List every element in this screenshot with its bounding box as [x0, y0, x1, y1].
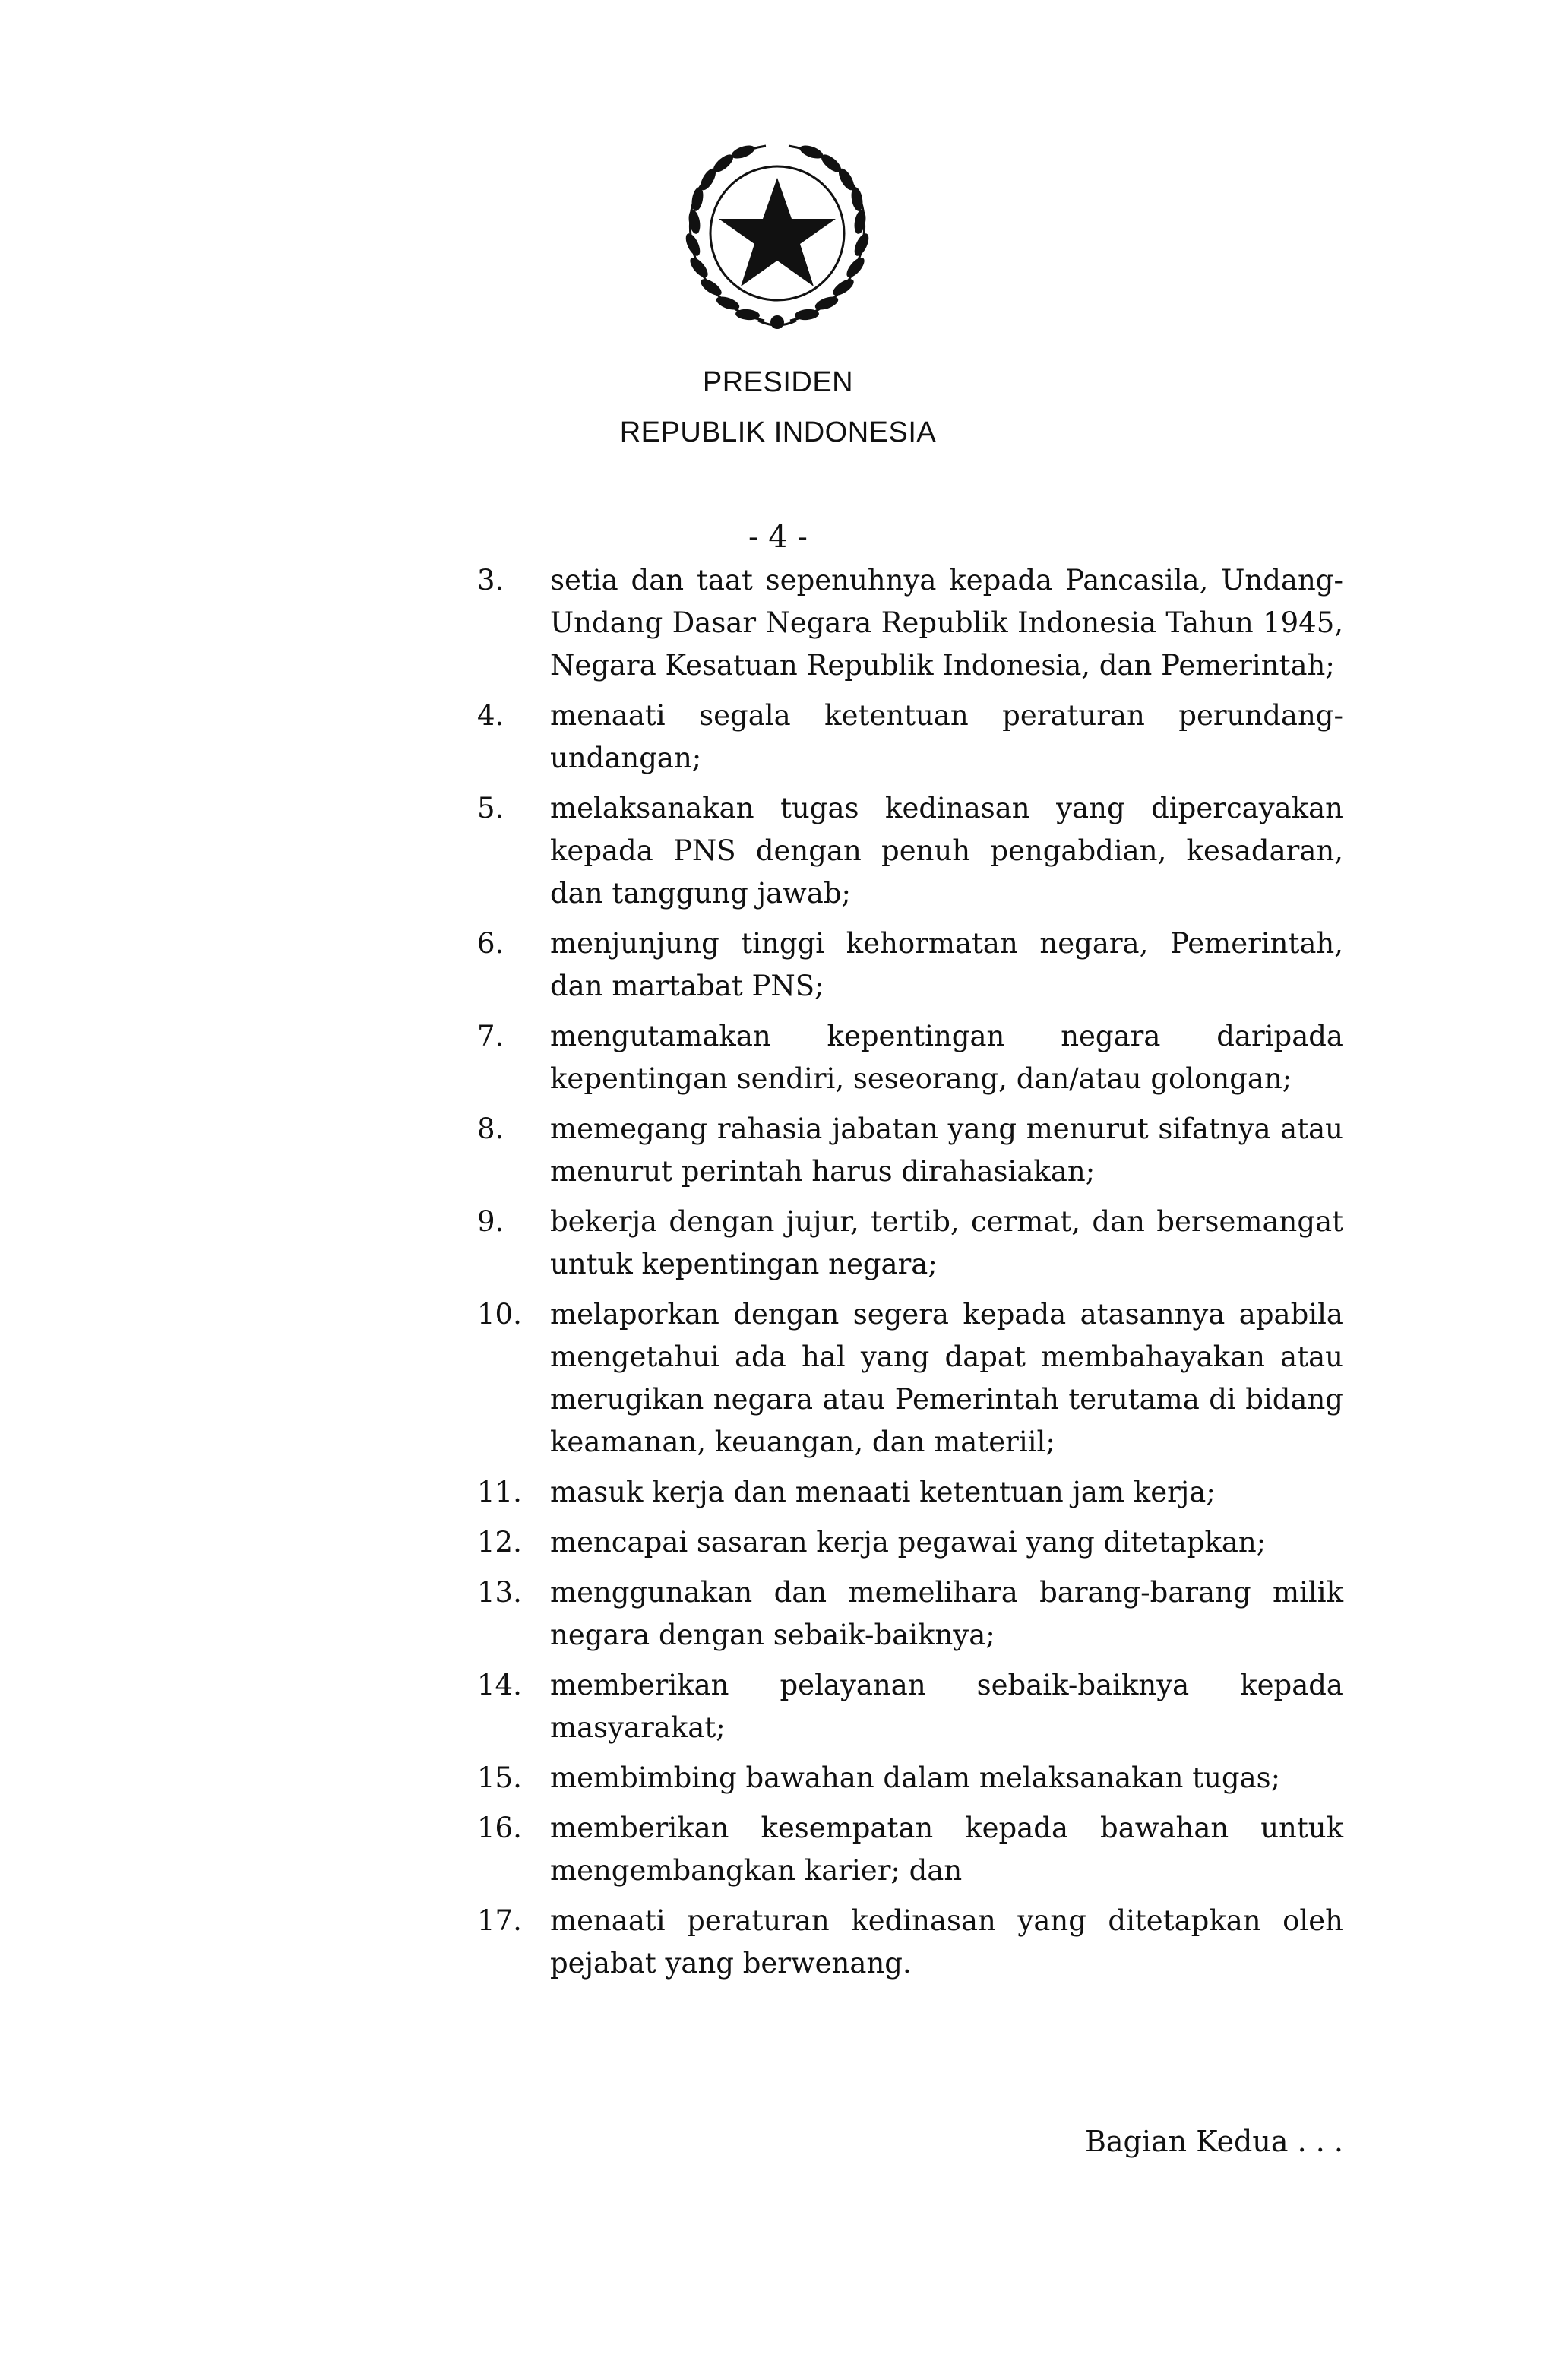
list-item-text: menaati peraturan kedinasan yang ditetapkan oleh pejabat yang berwenang. — [550, 1904, 1343, 1980]
list-item-text: memberikan kesempatan kepada bawahan untuk mengembangkan karier; dan — [550, 1812, 1343, 1887]
list-item — [477, 787, 1343, 915]
page-number: - 4 - — [748, 520, 808, 555]
list-item-text: mencapai sasaran kerja pegawai yang ditetapkan; — [550, 1526, 1267, 1559]
list-item-number: 5. — [477, 792, 504, 824]
list-item-text: menjunjung tinggi kehormatan negara, Pemerintah, dan martabat PNS; — [550, 927, 1343, 1002]
list-item — [477, 1807, 1343, 1892]
list-item-number: 14. — [477, 1669, 522, 1701]
list-item-text: menaati segala ketentuan peraturan perundang-undangan; — [550, 699, 1343, 774]
list-item-text: memegang rahasia jabatan yang menurut sifatnya atau menurut perintah harus dirahasiakan; — [550, 1112, 1343, 1188]
list-item-number: 7. — [477, 1020, 504, 1052]
list-item-text: masuk kerja dan menaati ketentuan jam kerja; — [550, 1476, 1216, 1508]
list-item-text: setia dan taat sepenuhnya kepada Pancasila, Undang-Undang Dasar Negara Republik Indonesia Tahun 1945, Negara Kesatuan Republik Indonesia, dan Pemerintah; — [550, 564, 1343, 682]
list-item-number: 8. — [477, 1112, 504, 1145]
header-subtitle: REPUBLIK INDONESIA — [619, 416, 937, 448]
list-item — [477, 1015, 1343, 1100]
list-item — [477, 1757, 1343, 1799]
list-item-text: bekerja dengan jujur, tertib, cermat, dan bersemangat untuk kepentingan negara; — [550, 1205, 1343, 1280]
garuda-star-emblem-icon — [675, 138, 880, 337]
list-item — [477, 923, 1343, 1008]
list-item-number: 9. — [477, 1205, 504, 1238]
obligations-list — [477, 559, 1343, 1992]
list-item-text: melaporkan dengan segera kepada atasannya apabila mengetahui ada hal yang dapat membahayakan atau merugikan negara atau Pemerintah terutama di bidang keamanan, keuangan, dan materiil; — [550, 1298, 1343, 1458]
list-item-number: 16. — [477, 1812, 522, 1844]
list-item — [477, 1108, 1343, 1193]
list-item-number: 13. — [477, 1576, 522, 1609]
list-item-number: 4. — [477, 699, 504, 732]
list-item — [477, 1471, 1343, 1514]
continuation-note: Bagian Kedua . . . — [1084, 2125, 1343, 2158]
list-item-number: 10. — [477, 1298, 522, 1331]
list-item — [477, 1664, 1343, 1749]
list-item-text: membimbing bawahan dalam melaksanakan tugas; — [550, 1761, 1281, 1794]
list-item — [477, 1571, 1343, 1657]
list-item-text: mengutamakan kepentingan negara daripada kepentingan sendiri, seseorang, dan/atau golongan; — [550, 1020, 1343, 1095]
list-item-text: memberikan pelayanan sebaik-baiknya kepada masyarakat; — [550, 1669, 1343, 1744]
list-item — [477, 559, 1343, 687]
list-item-number: 6. — [477, 927, 504, 960]
header-title: PRESIDEN — [702, 366, 854, 398]
list-item-text: melaksanakan tugas kedinasan yang dipercayakan kepada PNS dengan penuh pengabdian, kesadaran, dan tanggung jawab; — [550, 792, 1343, 910]
list-item-number: 15. — [477, 1761, 522, 1794]
list-item-number: 17. — [477, 1904, 522, 1937]
list-item — [477, 695, 1343, 780]
list-item-number: 3. — [477, 564, 504, 597]
list-item-text: menggunakan dan memelihara barang-barang milik negara dengan sebaik-baiknya; — [550, 1576, 1343, 1651]
list-item — [477, 1293, 1343, 1464]
list-item — [477, 1900, 1343, 1985]
list-item-number: 12. — [477, 1526, 522, 1559]
list-item — [477, 1201, 1343, 1286]
list-item — [477, 1521, 1343, 1564]
list-item-number: 11. — [477, 1476, 522, 1508]
